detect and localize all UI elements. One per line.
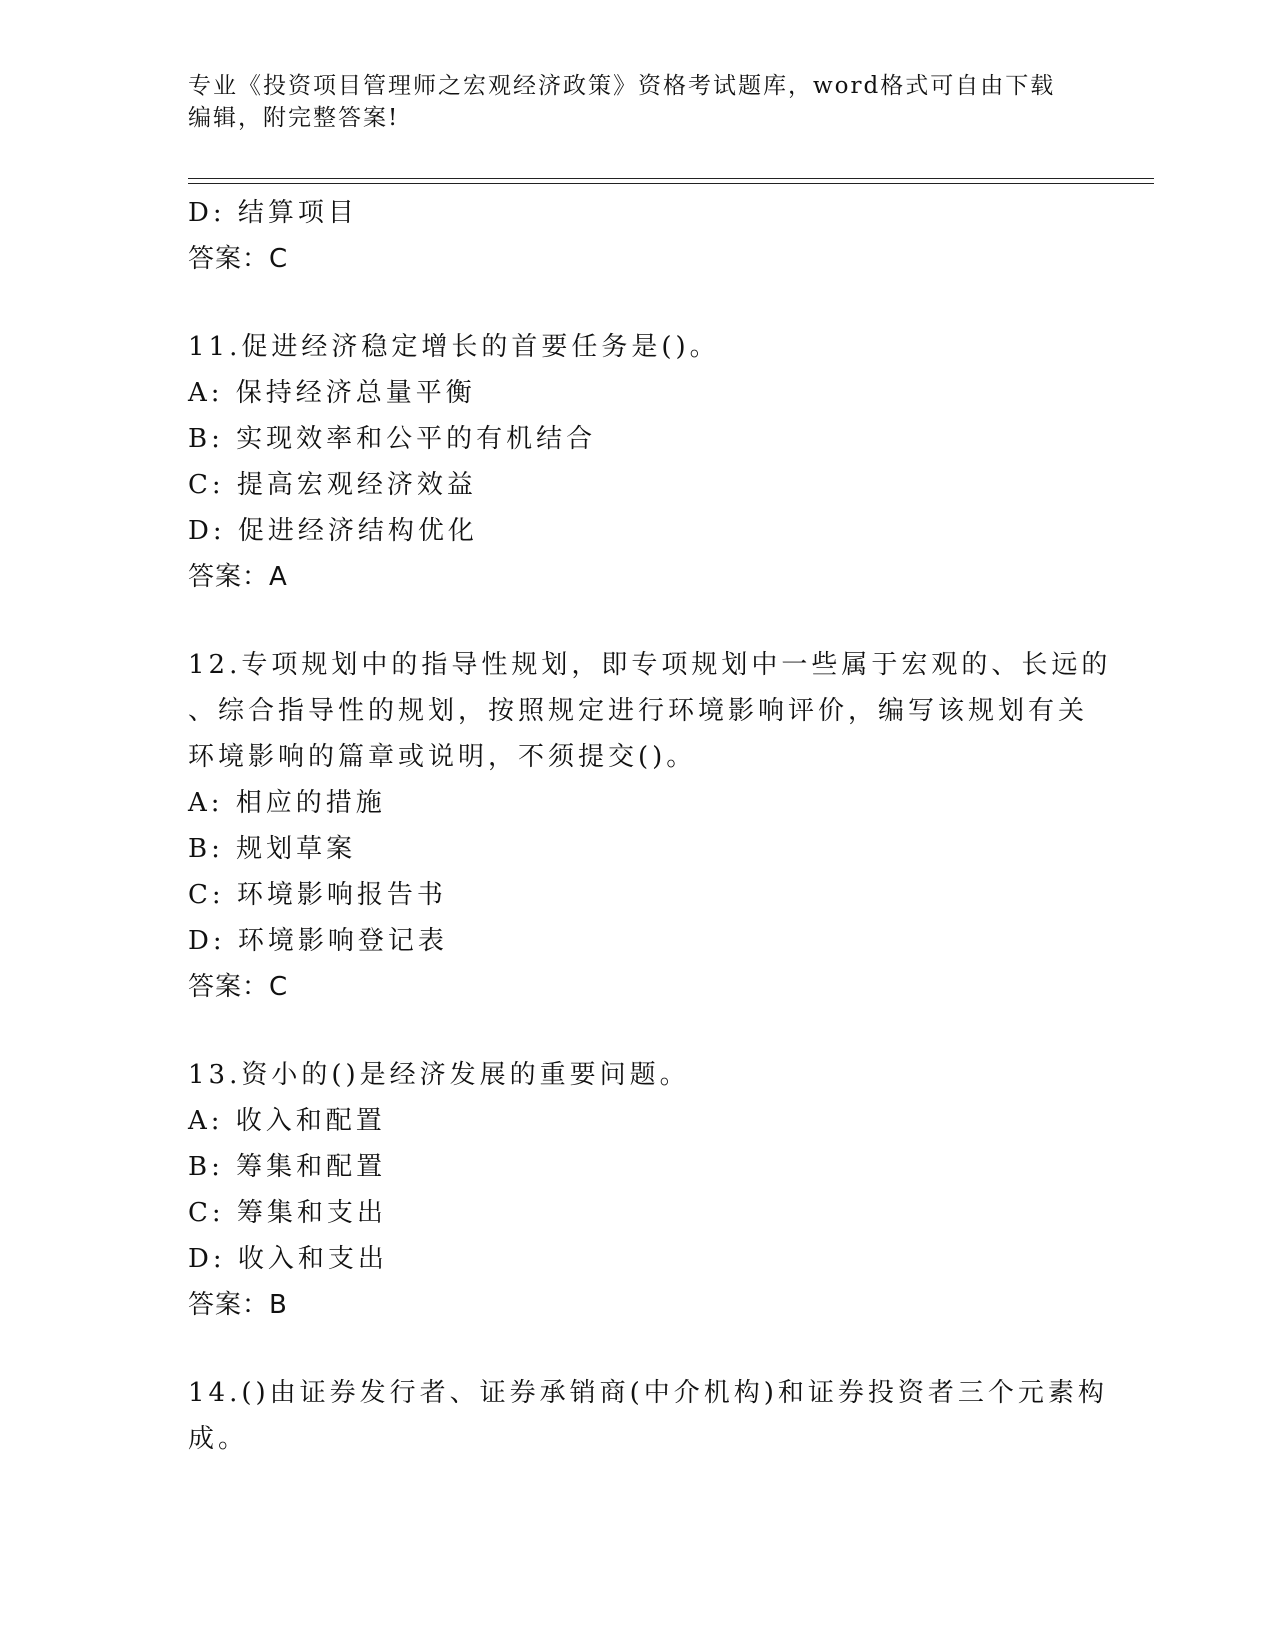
- option-c: C: 提高宏观经济效益: [188, 470, 477, 500]
- option-c: C: 环境影响报告书: [188, 880, 447, 910]
- question-stem-line-1: 14.()由证券发行者、证券承销商(中介机构)和证券投资者三个元素构: [188, 1378, 1108, 1408]
- question-stem-line-2: 成。: [188, 1424, 249, 1454]
- question-stem-line-2: 、综合指导性的规划，按照规定进行环境影响评价，编写该规划有关: [188, 696, 1089, 726]
- question-content: [188, 190, 1112, 1462]
- question-stem: 11.促进经济稳定增长的首要任务是()。: [188, 332, 720, 362]
- answer: 答案：B: [188, 1290, 288, 1320]
- option-c: C: 筹集和支出: [188, 1198, 387, 1228]
- option-b: B: 筹集和配置: [188, 1152, 387, 1182]
- option-b: B: 实现效率和公平的有机结合: [188, 424, 597, 454]
- document-header: [188, 70, 1068, 134]
- answer: 答案：C: [188, 972, 289, 1002]
- question-stem: 13.资小的()是经济发展的重要问题。: [188, 1060, 690, 1090]
- carryover-option-d: D: 结算项目: [188, 198, 358, 228]
- header-divider-top: [188, 178, 1154, 179]
- question-11: [188, 324, 1088, 600]
- question-13: [188, 1052, 1088, 1328]
- question-12: [188, 642, 1112, 1010]
- spacer: [188, 282, 1088, 324]
- question-stem-line-1: 12.专项规划中的指导性规划，即专项规划中一些属于宏观的、长远的: [188, 650, 1112, 680]
- option-d: D: 促进经济结构优化: [188, 516, 478, 546]
- option-a: A: 收入和配置: [188, 1106, 386, 1136]
- question-14: [188, 1370, 1108, 1462]
- answer: 答案：A: [188, 562, 288, 592]
- spacer: [188, 1328, 1088, 1370]
- option-a: A: 相应的措施: [188, 788, 386, 818]
- option-a: A: 保持经济总量平衡: [188, 378, 476, 408]
- option-d: D: 环境影响登记表: [188, 926, 448, 956]
- carryover-answer: 答案：C: [188, 244, 289, 274]
- spacer: [188, 600, 1088, 642]
- header-intro-text: 专业《投资项目管理师之宏观经济政策》资格考试题库，word格式可自由下载编辑，附完整答案!: [188, 73, 1056, 131]
- option-d: D: 收入和支出: [188, 1244, 388, 1274]
- question-stem-line-3: 环境影响的篇章或说明，不须提交()。: [188, 742, 697, 772]
- spacer: [188, 1010, 1088, 1052]
- option-b: B: 规划草案: [188, 834, 357, 864]
- header-divider-bottom: [188, 183, 1154, 184]
